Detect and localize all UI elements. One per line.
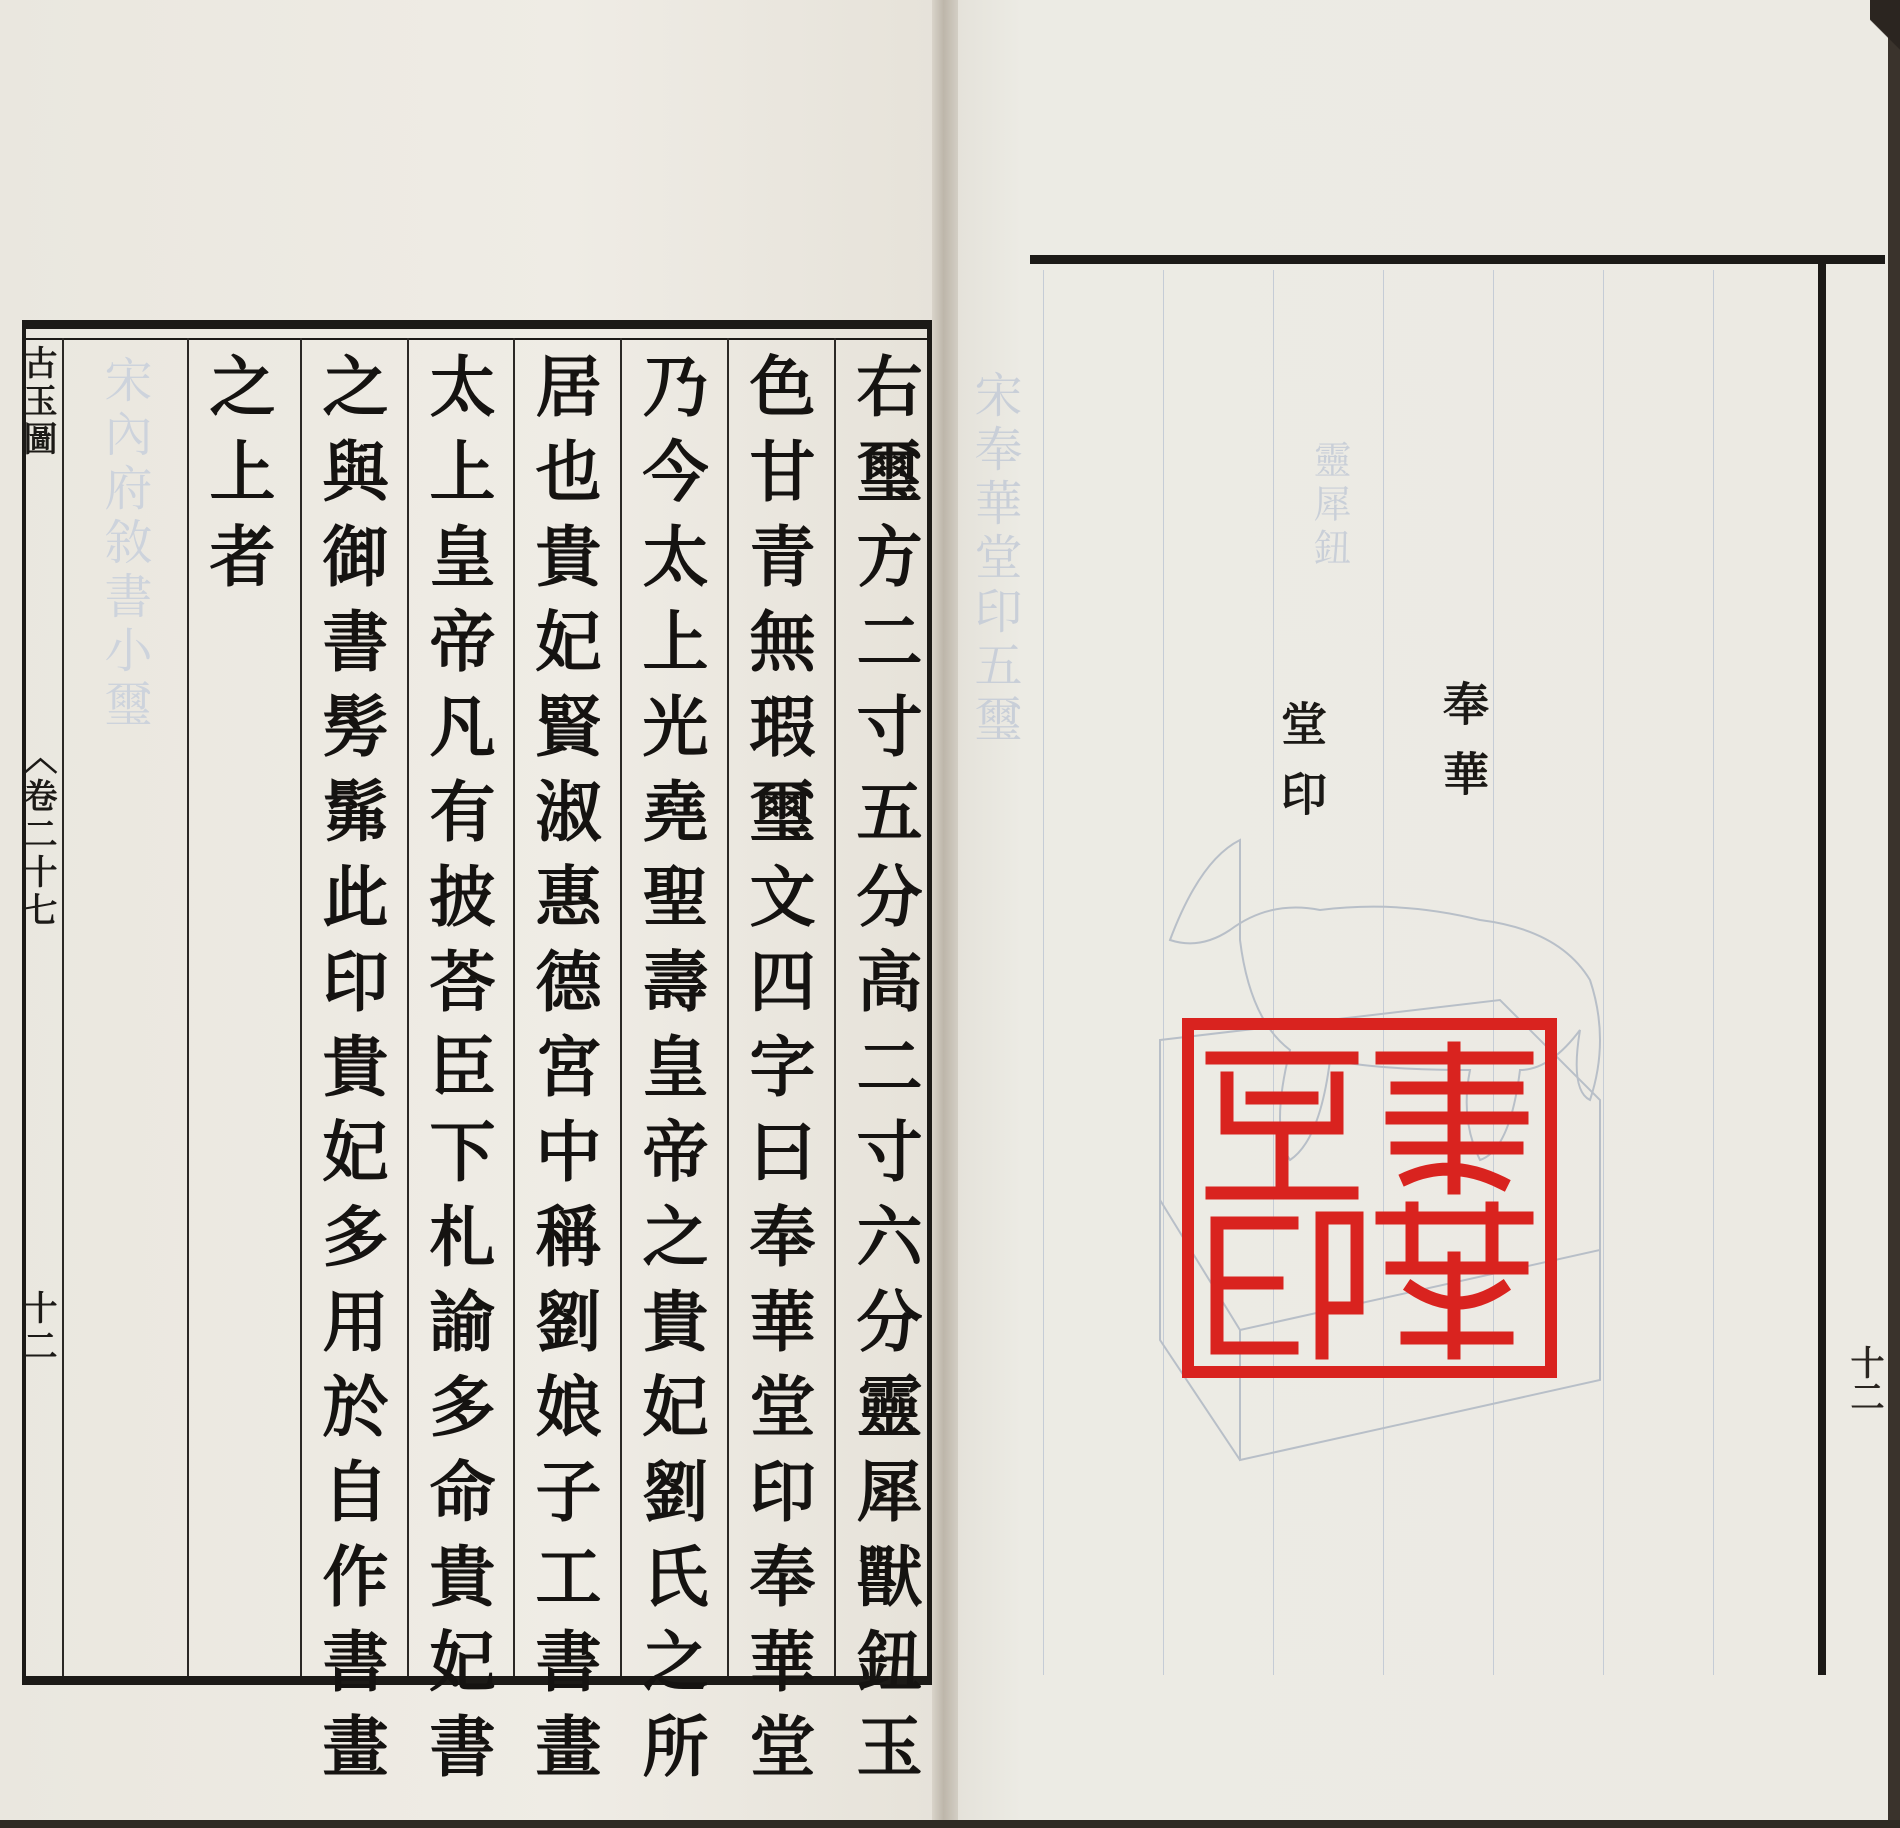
text-column-2: 色甘青無瑕璽文四字曰奉華堂印奉華堂: [738, 352, 816, 1797]
show-through-text: 靈犀鈕: [1307, 440, 1351, 572]
book-gutter: [932, 0, 958, 1828]
frame-left-rule: [22, 320, 26, 1684]
show-through-text: 宋奉華堂印五璽: [966, 370, 1022, 748]
text-column-7: 之上者: [198, 352, 276, 607]
text-column-4: 居也貴妃賢淑惠德宮中稱劉娘子工書畫: [524, 352, 602, 1797]
page-edge: [1888, 0, 1900, 1828]
text-column-5: 太上皇帝凡有披荅臣下札諭多命貴妃書: [418, 352, 496, 1797]
frame-top-rule: [22, 320, 938, 329]
fold-title: 古玉圖: [17, 345, 57, 459]
page-bottom-edge: [0, 1820, 1900, 1828]
column-rule: [1043, 270, 1044, 1675]
fold-leaf-number: 十二: [17, 1290, 57, 1366]
frame-top-inner-rule: [22, 338, 938, 340]
left-page: [0, 0, 945, 1828]
right-fold-leaf-number: 十二: [1844, 1345, 1884, 1413]
text-column-6: 之與御書髣髴此印貴妃多用於自作書畫: [311, 352, 389, 1797]
seal-caption-right: 奉華: [1436, 680, 1490, 820]
text-column-1: 右璽方二寸五分高二寸六分靈犀獸鈕玉: [845, 352, 923, 1797]
right-frame-top-rule: [1030, 255, 1885, 264]
page-corner: [1870, 0, 1900, 110]
right-frame-right-rule: [1818, 255, 1826, 1675]
fold-column-rule: [62, 338, 64, 1676]
text-column-3: 乃今太上光堯聖壽皇帝之貴妃劉氏之所: [631, 352, 709, 1797]
show-through-text: 宋內府敘書小璽: [96, 355, 152, 733]
seal-stamp-icon: [1182, 1018, 1557, 1378]
seal-caption-left: 堂印: [1274, 700, 1328, 840]
fold-volume: 〈卷二十七: [17, 740, 57, 930]
column-rule: [1713, 270, 1714, 1675]
